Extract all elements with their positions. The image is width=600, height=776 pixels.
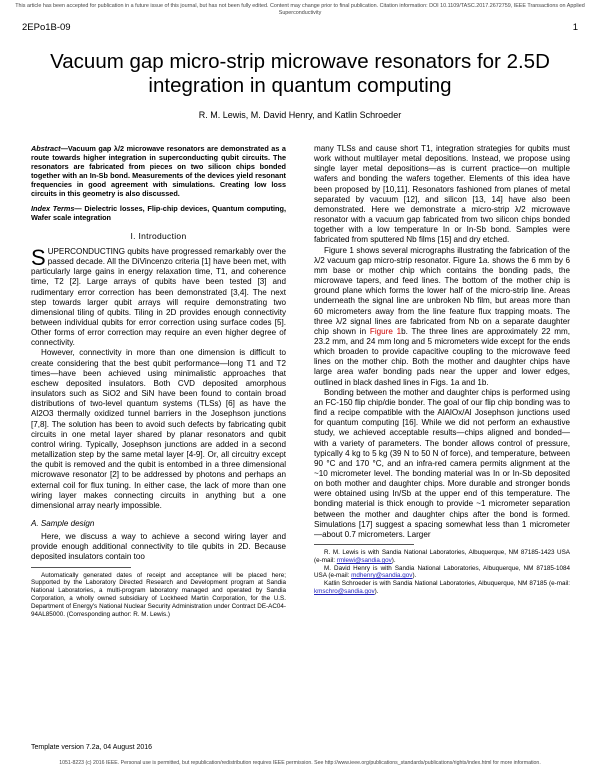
intro-paragraph-1 [31, 244, 286, 349]
page-number: 1 [572, 22, 578, 33]
intro-paragraph-2: However, connectivity in more than one dimension is difficult to create considering that the best qubit performance—long T1 and T2 times—have been achieved using minimalistic approaches that eschew deposited insulators. Both CVD deposited amorphous insulators such as SiO2 and SiN have been found to contain broad distributions of two-level quantum systems (TLSs) [6] as have the Al2O3 thermally oxidized tunnel barriers in the Josephson junctions [7,8]. The solution has been to avoid such defects by fabricating qubit circuits in one metal layer shared by planar resonators and qubit control wiring. Typically, Josephson junctions are added in a second metallization step by the same metal layer [4-9]. Or, all circuitry except the qubit is removed and the qubit is entombed in a three dimensional microwave resonator [2] to be addressed by photons and perhaps an external coil for flux tuning. In either case, the lack of more than one wiring layer makes connecting circuits in anything but a one dimensional array nearly impossible. [31, 348, 286, 510]
affiliation-end: ). [412, 572, 417, 580]
footnote-divider [31, 567, 131, 568]
affiliation-divider [314, 544, 414, 545]
affiliation-end: ). [374, 588, 379, 596]
drop-cap: S [31, 244, 46, 270]
abstract-label: Abstract [31, 144, 61, 153]
affiliation-text: Katlin Schroeder is with Sandia National Laboratories, Albuquerque, NM 87185 (e-mail: [324, 580, 570, 588]
template-version-note: Template version 7.2a, 04 August 2016 [31, 744, 153, 751]
abstract-text: —Vacuum gap λ/2 microwave resonators are demonstrated as a route towards higher integration in superconducting qubit circuits. The resonators are fabricated from pieces on two silicon chips bonded together with an In-Sb bond. Measurements of the devices yield resonant frequencies in good agreement with simulations. Creating low loss circuits in this geometry is also discussed. [31, 144, 286, 199]
journal-banner: This article has been accepted for publication in a future issue of this journal, but has not been fully edited. Content may change prior to final publication. Citation information: DOI 10.1109/TASC.2017.2672759, IEEE Transactions on Applied Superconductivity [15, 3, 585, 16]
left-column [31, 144, 286, 618]
affiliation-text: M. David Henry is with Sandia National Laboratories, Albuquerque, NM 87185-1084 USA (e-mail: [314, 564, 570, 580]
right-paragraph-2-text-b: b. The three lines are approximately 22 mm, 23.2 mm, and 24 mm long and 5 micrometers wide except for the ends which broaden to provide capacitive coupling to the microwave feed lines on the mother chip. Both the mother and daughter chips have large area wafer bonding pads near the upper and lower edges, outlined in black dashed lines in Figs. 1a and 1b. [314, 326, 570, 387]
section-heading-sample-design: A. Sample design [31, 518, 95, 528]
right-column [314, 144, 570, 596]
affiliation-henry [314, 565, 570, 581]
email-link[interactable]: kmschro@sandia.gov [314, 588, 375, 596]
section-heading-introduction: I. Introduction [130, 230, 187, 241]
email-link[interactable]: mdhenry@sandia.gov [351, 572, 413, 580]
right-paragraph-1: many TLSs and cause short T1, integration strategies for qubits must work without multilayer metal depositions. Instead, we propose using single layer metal depositions—as is current practice—on multiple wafers and bonding the wafers together. Elements of this idea have been proposed by [10,11]. Resonators fashioned from planes of metal separated by vacuum [12], and silicon [13, 14] have also been demonstrated. Here we demonstrate a micro-strip λ/2 microwave resonator with a vacuum gap fabricated from two silicon chips bonded together with a low temperature In or In-Sb bond. Samples were fabricated from sputtered Nb films [15] and dry etched. [314, 144, 570, 245]
page-title: Vacuum gap micro-strip microwave resonators for 2.5D integration in quantum computing [50, 50, 550, 97]
email-link[interactable]: rmlewi@sandia.gov [336, 556, 392, 564]
affiliation-text: R. M. Lewis is with Sandia National Laboratories, Albuquerque, NM 87185-1423 USA (e-mail: [314, 549, 570, 564]
affiliation-lewis [314, 549, 570, 565]
intro-paragraph-1-text: UPERCONDUCTING qubits have progressed remarkably over the passed decade. All the DiVincenzo criteria [1] have been met, with particularly large gains in energy relaxation time, T1, and coherence time, T2 [2]. Large arrays of qubits have been tested [3] and rudimentary error correction has been demonstrated [3,4]. The next step towards larger qubit arrays will require demonstrating two dimensional tiling of qubits. Tiling in 2D provides enough connectivity between individual qubits for error correction using surface codes [5]. Other forms of error correction may require an even higher degree of connectivity. [31, 246, 286, 348]
right-paragraph-2-text-a: Figure 1 shows several micrographs illustrating the fabrication of the λ/2 vacuum gap micro-strip resonator. Figure 1a. shows the 6 mm by 6 mm base or mother chip which contains the bonding pads, the microwave tapers, and feed lines. The bottom of the mother chip is ground plane which forms the lower half of the micro-strip line. Areas underneath the signal line are unbroken Nb film, but areas more than 60 micrometers away from the line feature flux trapping moats. The three λ/2 signal lines are fabricated from Nb on a separate daughter chip shown in [314, 245, 570, 336]
index-terms-text: — Dielectric losses, Flip-chip devices, Quantum computing, Wafer scale integration [31, 203, 286, 222]
affiliation-end: ). [391, 556, 396, 564]
right-paragraph-3: Bonding between the mother and daughter chips is performed using an FC-150 flip chip/die bonder. The goal of our flip chip bonding was to find a recipe compatible with the AlAlOx/Al Josephson junctions used for quantum computing [16]. While we did not perform an exhaustive study, we achieved acceptable results—chips aligned and bonded—with a variety of parameters. The bonder allows control of pressure, typically 4 kg to 5 kg (39 N to 50 N of force), and temperature, between 90 °C and 170 °C, and an infra-red camera permits alignment at the ~10 micrometer level. The bonding material was In or In-Sb deposited on both mother and daughter chips. More durable and stronger bonds were obtained using In/Sb at the upper end of this temperature. The bonding material is thick enough to provide ~1 micrometer separation between the mother and daughter chips after the bond is formed. Simulations [17] suggest a spacing somewhat less than 1 micrometer—about 0.7 micrometers. Larger [314, 387, 570, 539]
right-paragraph-2 [314, 246, 570, 388]
affiliation-schroeder [314, 580, 570, 596]
figure-1-link[interactable]: Figure 1 [369, 326, 402, 336]
authors: R. M. Lewis, M. David Henry, and Katlin Schroeder [198, 110, 402, 120]
index-terms-label: Index Terms [31, 203, 75, 213]
abstract [31, 144, 286, 199]
copyright-banner: 1051-8223 (c) 2016 IEEE. Personal use is permitted, but republication/redistribution requires IEEE permission. See http://www.ieee.org/publications_standards/publications/rights/index.html for more information. [59, 760, 541, 766]
paper-id: 2EPo1B-09 [22, 22, 71, 33]
sample-paragraph-1: Here, we discuss a way to achieve a second wiring layer and provide enough additional connectivity to tile qubits in 2D. Because deposited insulators contain too [31, 532, 286, 562]
index-terms [31, 204, 286, 222]
funding-footnote: Automatically generated dates of receipt and acceptance will be placed here; Supported by the Laboratory Directed Research and Development program at Sandia National Laboratories, a multi-program laboratory managed and operated by Sandia Corporation, a wholly owned subsidiary of Lockheed Martin Corporation, for the U.S. Department of Energy's National Nuclear Security Administration under Contract DE-AC04-94AL85000. (Corresponding author: R. M. Lewis.) [31, 571, 286, 618]
